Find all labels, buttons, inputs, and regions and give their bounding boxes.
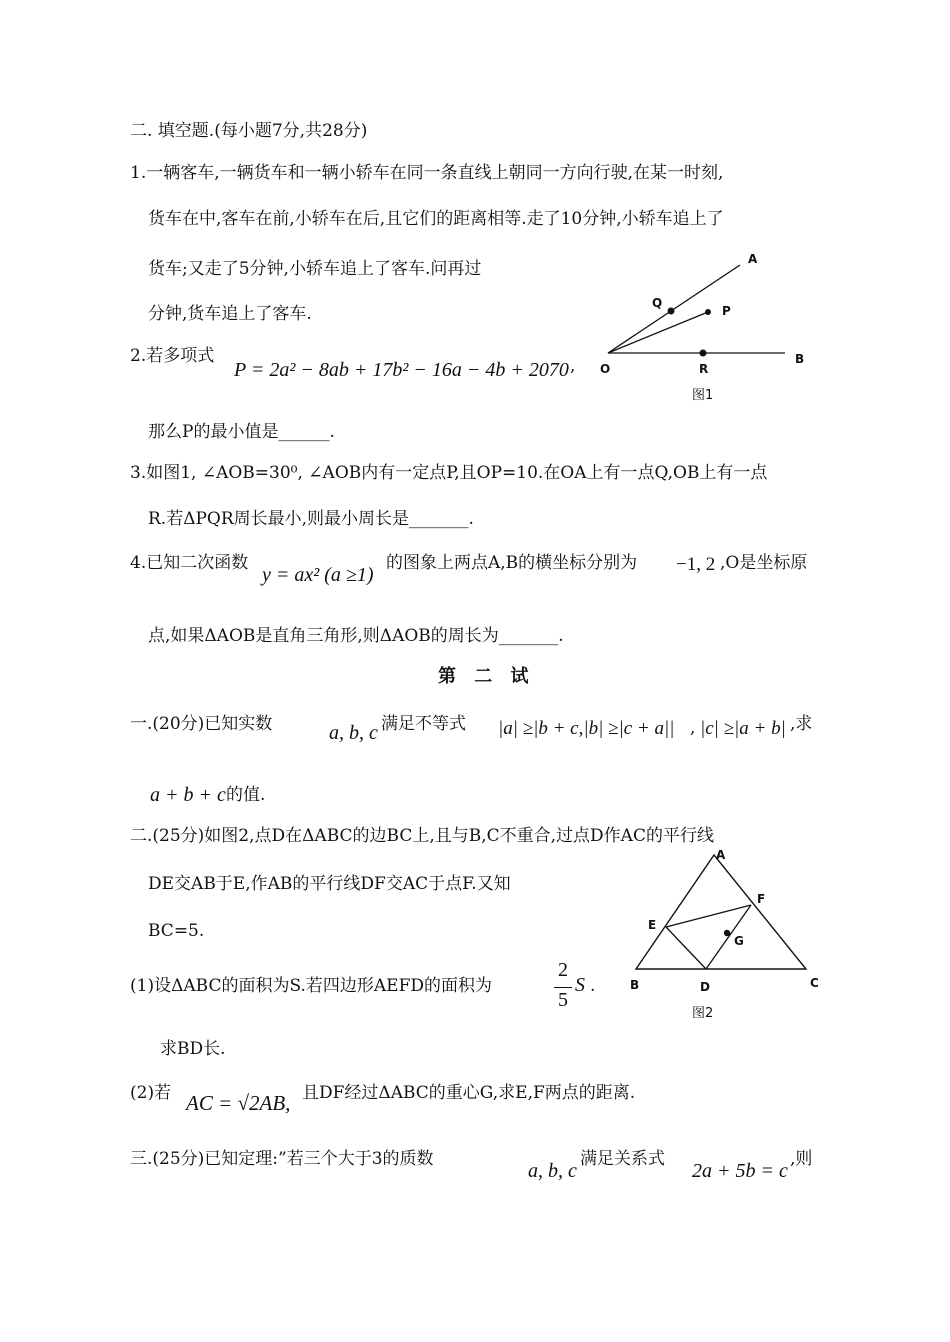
point-r bbox=[700, 350, 707, 357]
q3-line2: R.若ΔPQR周长最小,则最小周长是_______. bbox=[148, 509, 474, 529]
label-o: O bbox=[600, 362, 611, 376]
q2-line2: 那么P的最小值是______. bbox=[148, 422, 335, 442]
label-a: A bbox=[748, 252, 758, 266]
label-a: A bbox=[716, 848, 726, 862]
p2-sub1-prefix: (1)设ΔABC的面积为S.若四边形AEFD的面积为 bbox=[130, 976, 493, 996]
label-b: B bbox=[630, 978, 640, 992]
q4-formula: y = ax² (a ≥1) bbox=[262, 564, 374, 586]
section-heading-fill-in: 二. 填空题.(每小题7分,共28分) bbox=[130, 121, 368, 141]
label-d: D bbox=[700, 980, 710, 994]
point-g bbox=[724, 930, 730, 936]
label-p: P bbox=[722, 304, 731, 318]
segment-op bbox=[608, 312, 708, 353]
point-p bbox=[705, 309, 711, 315]
segment-de bbox=[666, 927, 706, 969]
fraction-bar bbox=[554, 987, 572, 988]
q1-line4: 分钟,货车追上了客车. bbox=[148, 304, 312, 324]
p3-prefix: 三.(25分)已知定理:”若三个大于3的质数 bbox=[130, 1149, 434, 1169]
q2-comma: , bbox=[570, 356, 576, 376]
p2-sub1-suffix: . bbox=[590, 976, 596, 996]
p1-sep: , bbox=[690, 718, 696, 738]
q1-line3: 货车;又走了5分钟,小轿车追上了客车.问再过 bbox=[148, 259, 482, 279]
q4-values: −1, 2 bbox=[676, 554, 716, 575]
p1-middle: 满足不等式 bbox=[381, 714, 466, 734]
p1-inequality-1: |a| ≥|b + c,|b| ≥|c + a|| bbox=[498, 718, 675, 739]
fraction-numerator: 2 bbox=[558, 959, 568, 981]
q4-suffix: ,O是坐标原 bbox=[720, 553, 808, 573]
p3-vars: a, b, c bbox=[528, 1160, 577, 1182]
figure-2 bbox=[620, 845, 830, 1030]
q1-line1: 1.一辆客车,一辆货车和一辆小轿车在同一条直线上朝同一方向行驶,在某一时刻, bbox=[130, 163, 724, 183]
label-g: G bbox=[734, 934, 744, 948]
p3-middle: 满足关系式 bbox=[580, 1149, 665, 1169]
ray-oa bbox=[608, 265, 740, 353]
p2-sub2-suffix: 且DF经过ΔABC的重心G,求E,F两点的距离. bbox=[302, 1083, 636, 1103]
label-f: F bbox=[757, 892, 766, 906]
fraction-denominator: 5 bbox=[558, 989, 568, 1011]
p2-sub2-prefix: (2)若 bbox=[130, 1083, 172, 1103]
p1-line2: 的值. bbox=[226, 785, 266, 805]
p2-sub2-formula: AC = √2AB, bbox=[186, 1091, 291, 1115]
p2-sub1-line2: 求BD长. bbox=[160, 1039, 226, 1059]
point-q bbox=[668, 308, 675, 315]
q2-formula: P = 2a² − 8ab + 17b² − 16a − 4b + 2070 bbox=[234, 359, 569, 381]
p3-suffix: ,则 bbox=[790, 1149, 813, 1169]
label-q: Q bbox=[652, 296, 663, 310]
p1-inequality-2: |c| ≥|a + b| bbox=[700, 718, 786, 739]
label-b: B bbox=[795, 352, 805, 366]
label-r: R bbox=[699, 362, 709, 376]
q4-line2: 点,如果ΔAOB是直角三角形,则ΔAOB的周长为_______. bbox=[148, 626, 564, 646]
p2-sub1-var: S bbox=[575, 974, 585, 996]
p2-line3: BC=5. bbox=[148, 921, 205, 941]
p1-suffix: ,求 bbox=[790, 714, 813, 734]
q4-prefix: 4.已知二次函数 bbox=[130, 553, 249, 573]
figure-1 bbox=[590, 245, 820, 410]
figure-2-caption: 图2 bbox=[692, 1006, 714, 1021]
p1-prefix: 一.(20分)已知实数 bbox=[130, 714, 273, 734]
p1-sum: a + b + c bbox=[150, 784, 226, 806]
q4-middle: 的图象上两点A,B的横坐标分别为 bbox=[386, 553, 638, 573]
triangle-abc bbox=[636, 855, 806, 969]
p2-line1: 二.(25分)如图2,点D在ΔABC的边BC上,且与B,C不重合,过点D作AC的平行线 bbox=[130, 826, 714, 846]
figure-1-caption: 图1 bbox=[692, 388, 714, 403]
p1-vars: a, b, c bbox=[329, 722, 378, 744]
q3-line1: 3.如图1, ∠AOB=30⁰, ∠AOB内有一定点P,且OP=10.在OA上有一点Q,OB上有一点 bbox=[130, 463, 768, 483]
p3-formula: 2a + 5b = c bbox=[692, 1160, 788, 1182]
q1-line2: 货车在中,客车在前,小轿车在后,且它们的距离相等.走了10分钟,小轿车追上了 bbox=[148, 209, 724, 229]
p2-line2: DE交AB于E,作AB的平行线DF交AC于点F.又知 bbox=[148, 874, 511, 894]
q2-prefix: 2.若多项式 bbox=[130, 346, 215, 366]
section-heading-second-test: 第 二 试 bbox=[438, 666, 535, 687]
label-c: C bbox=[810, 976, 819, 990]
label-e: E bbox=[648, 918, 657, 932]
